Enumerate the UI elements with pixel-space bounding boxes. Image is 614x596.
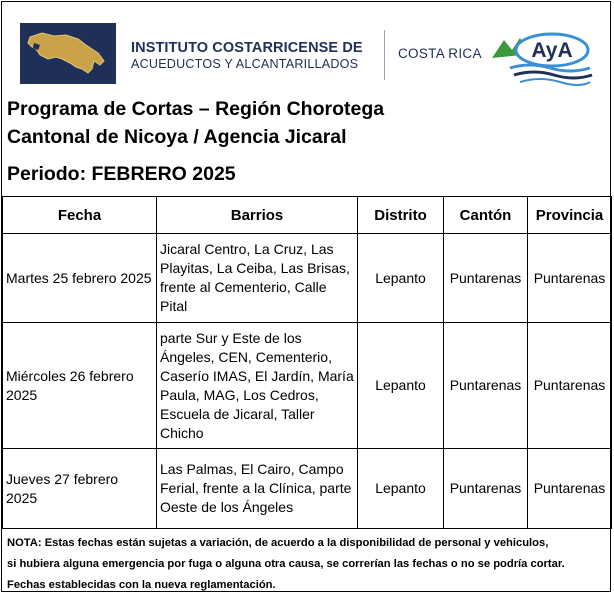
cell-fecha: Miércoles 26 febrero 2025 (3, 323, 157, 449)
cell-distrito: Lepanto (358, 449, 444, 529)
costa-rica-map-icon (20, 23, 116, 84)
cell-canton: Puntarenas (444, 449, 528, 529)
note-line-2: si hubiera alguna emergencia por fuga o alguna otra causa, se correrían las fechas o no se podría cortar. (7, 558, 565, 570)
table-header-row (3, 197, 612, 234)
period-title: Periodo: FEBRERO 2025 (7, 163, 236, 185)
cell-fecha: Martes 25 febrero 2025 (3, 234, 157, 323)
institution-subtitle: ACUEDUCTOS Y ALCANTARILLADOS (131, 57, 359, 71)
aya-logo-text: AyA (531, 39, 573, 62)
country-label: COSTA RICA (398, 46, 482, 61)
aya-logo (490, 24, 600, 86)
header-fecha: Fecha (3, 197, 157, 234)
cell-provincia: Puntarenas (528, 234, 612, 323)
map-shape-icon (20, 23, 116, 84)
schedule-table (2, 196, 612, 529)
cell-canton: Puntarenas (444, 234, 528, 323)
header-barrios: Barrios (157, 197, 358, 234)
cell-barrios: parte Sur y Este de los Ángeles, CEN, Cementerio, Caserío IMAS, El Jardín, María Paula, MAG, Los Cedros, Escuela de Jicaral, Taller Chicho (157, 323, 358, 449)
institution-name: INSTITUTO COSTARRICENSE DE (131, 40, 363, 56)
header-divider (384, 30, 385, 80)
header-provincia: Provincia (528, 197, 612, 234)
note-line-1: NOTA: Estas fechas están sujetas a variación, de acuerdo a la disponibilidad de personal y vehiculos, (7, 537, 549, 549)
cell-barrios: Las Palmas, El Cairo, Campo Ferial, frente a la Clínica, parte Oeste de los Ángeles (157, 449, 358, 529)
table-row (3, 449, 612, 529)
program-title: Programa de Cortas – Región Chorotega (7, 98, 385, 120)
header-distrito: Distrito (358, 197, 444, 234)
page-header (2, 2, 610, 95)
cell-distrito: Lepanto (358, 234, 444, 323)
cell-barrios: Jicaral Centro, La Cruz, Las Playitas, La Ceiba, Las Brisas, frente al Cementerio, Calle Pital (157, 234, 358, 323)
table-row (3, 234, 612, 323)
cell-distrito: Lepanto (358, 323, 444, 449)
cell-fecha: Jueves 27 febrero 2025 (3, 449, 157, 529)
note-line-3: Fechas establecidas con la nueva reglamentación. (7, 579, 276, 591)
disclaimer-note (2, 528, 611, 592)
cell-canton: Puntarenas (444, 323, 528, 449)
cell-provincia: Puntarenas (528, 323, 612, 449)
aya-logo-icon (490, 24, 600, 86)
table-row (3, 323, 612, 449)
schedule-sheet (1, 1, 611, 592)
agency-title: Cantonal de Nicoya / Agencia Jicaral (7, 126, 347, 148)
cell-provincia: Puntarenas (528, 449, 612, 529)
header-canton: Cantón (444, 197, 528, 234)
